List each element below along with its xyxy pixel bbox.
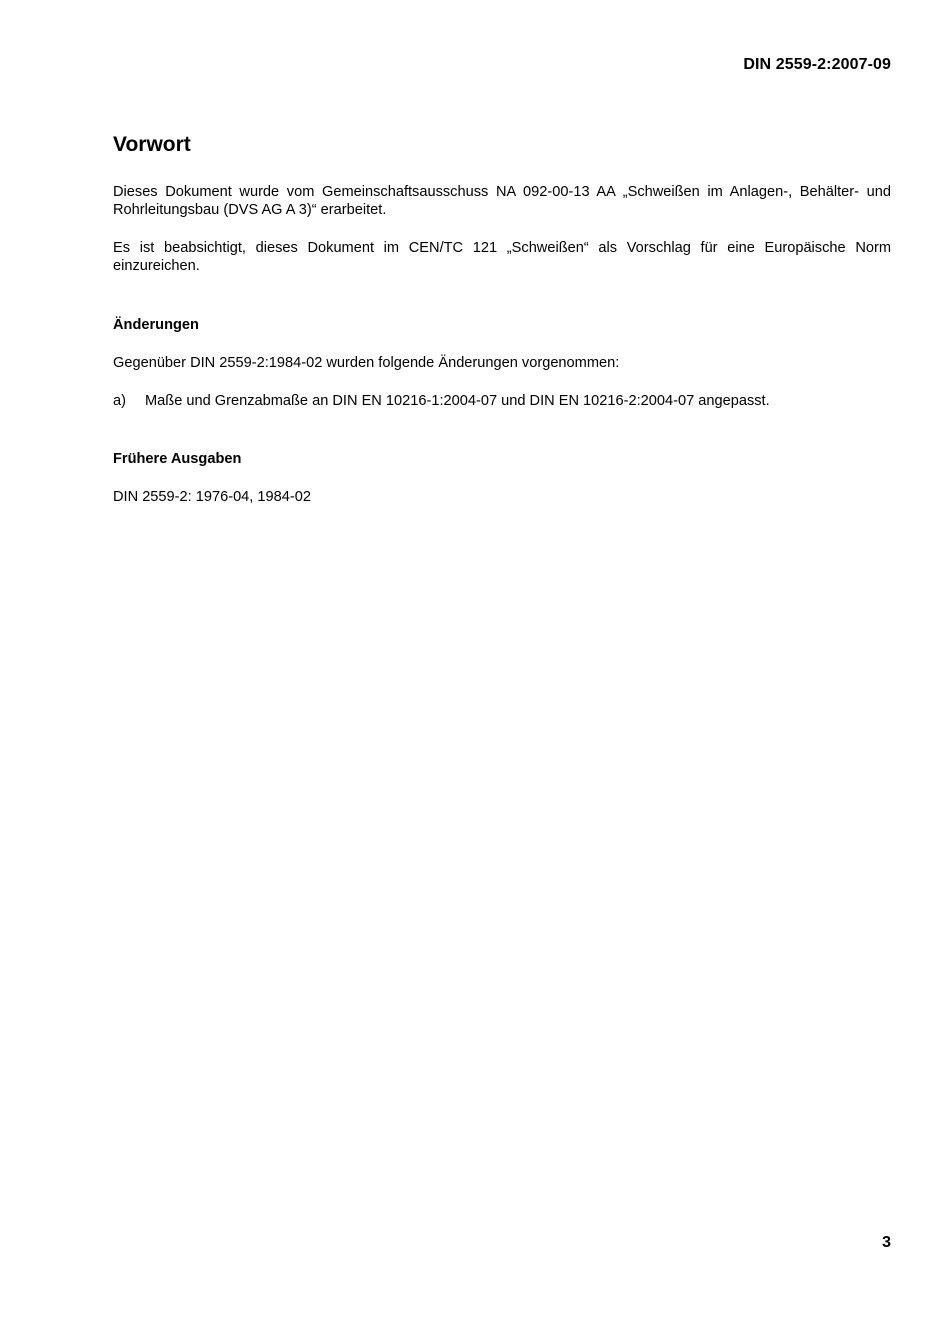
previous-editions-text: DIN 2559-2: 1976-04, 1984-02 xyxy=(113,489,311,505)
changes-intro: Gegenüber DIN 2559-2:1984-02 wurden folgende Änderungen vorgenommen: xyxy=(113,355,620,371)
previous-editions-heading: Frühere Ausgaben xyxy=(113,451,242,467)
page-number: 3 xyxy=(882,1234,891,1251)
foreword-title: Vorwort xyxy=(113,133,191,156)
foreword-paragraph-1: Dieses Dokument wurde vom Gemeinschaftsausschuss NA 092-00-13 AA „Schweißen im Anlagen-, Behälter- und Rohrleitungsbau (DVS AG A 3)“ erarbeitet. xyxy=(113,184,891,218)
changes-heading: Änderungen xyxy=(113,317,199,333)
foreword-paragraph-2: Es ist beabsichtigt, dieses Dokument im CEN/TC 121 „Schweißen“ als Vorschlag für eine Europäische Norm einzureichen. xyxy=(113,240,891,274)
document-id: DIN 2559-2:2007-09 xyxy=(743,56,891,73)
list-item-marker: a) xyxy=(113,393,126,409)
list-item-text: Maße und Grenzabmaße an DIN EN 10216-1:2004-07 und DIN EN 10216-2:2004-07 angepasst. xyxy=(145,393,770,409)
list-item xyxy=(113,392,891,410)
